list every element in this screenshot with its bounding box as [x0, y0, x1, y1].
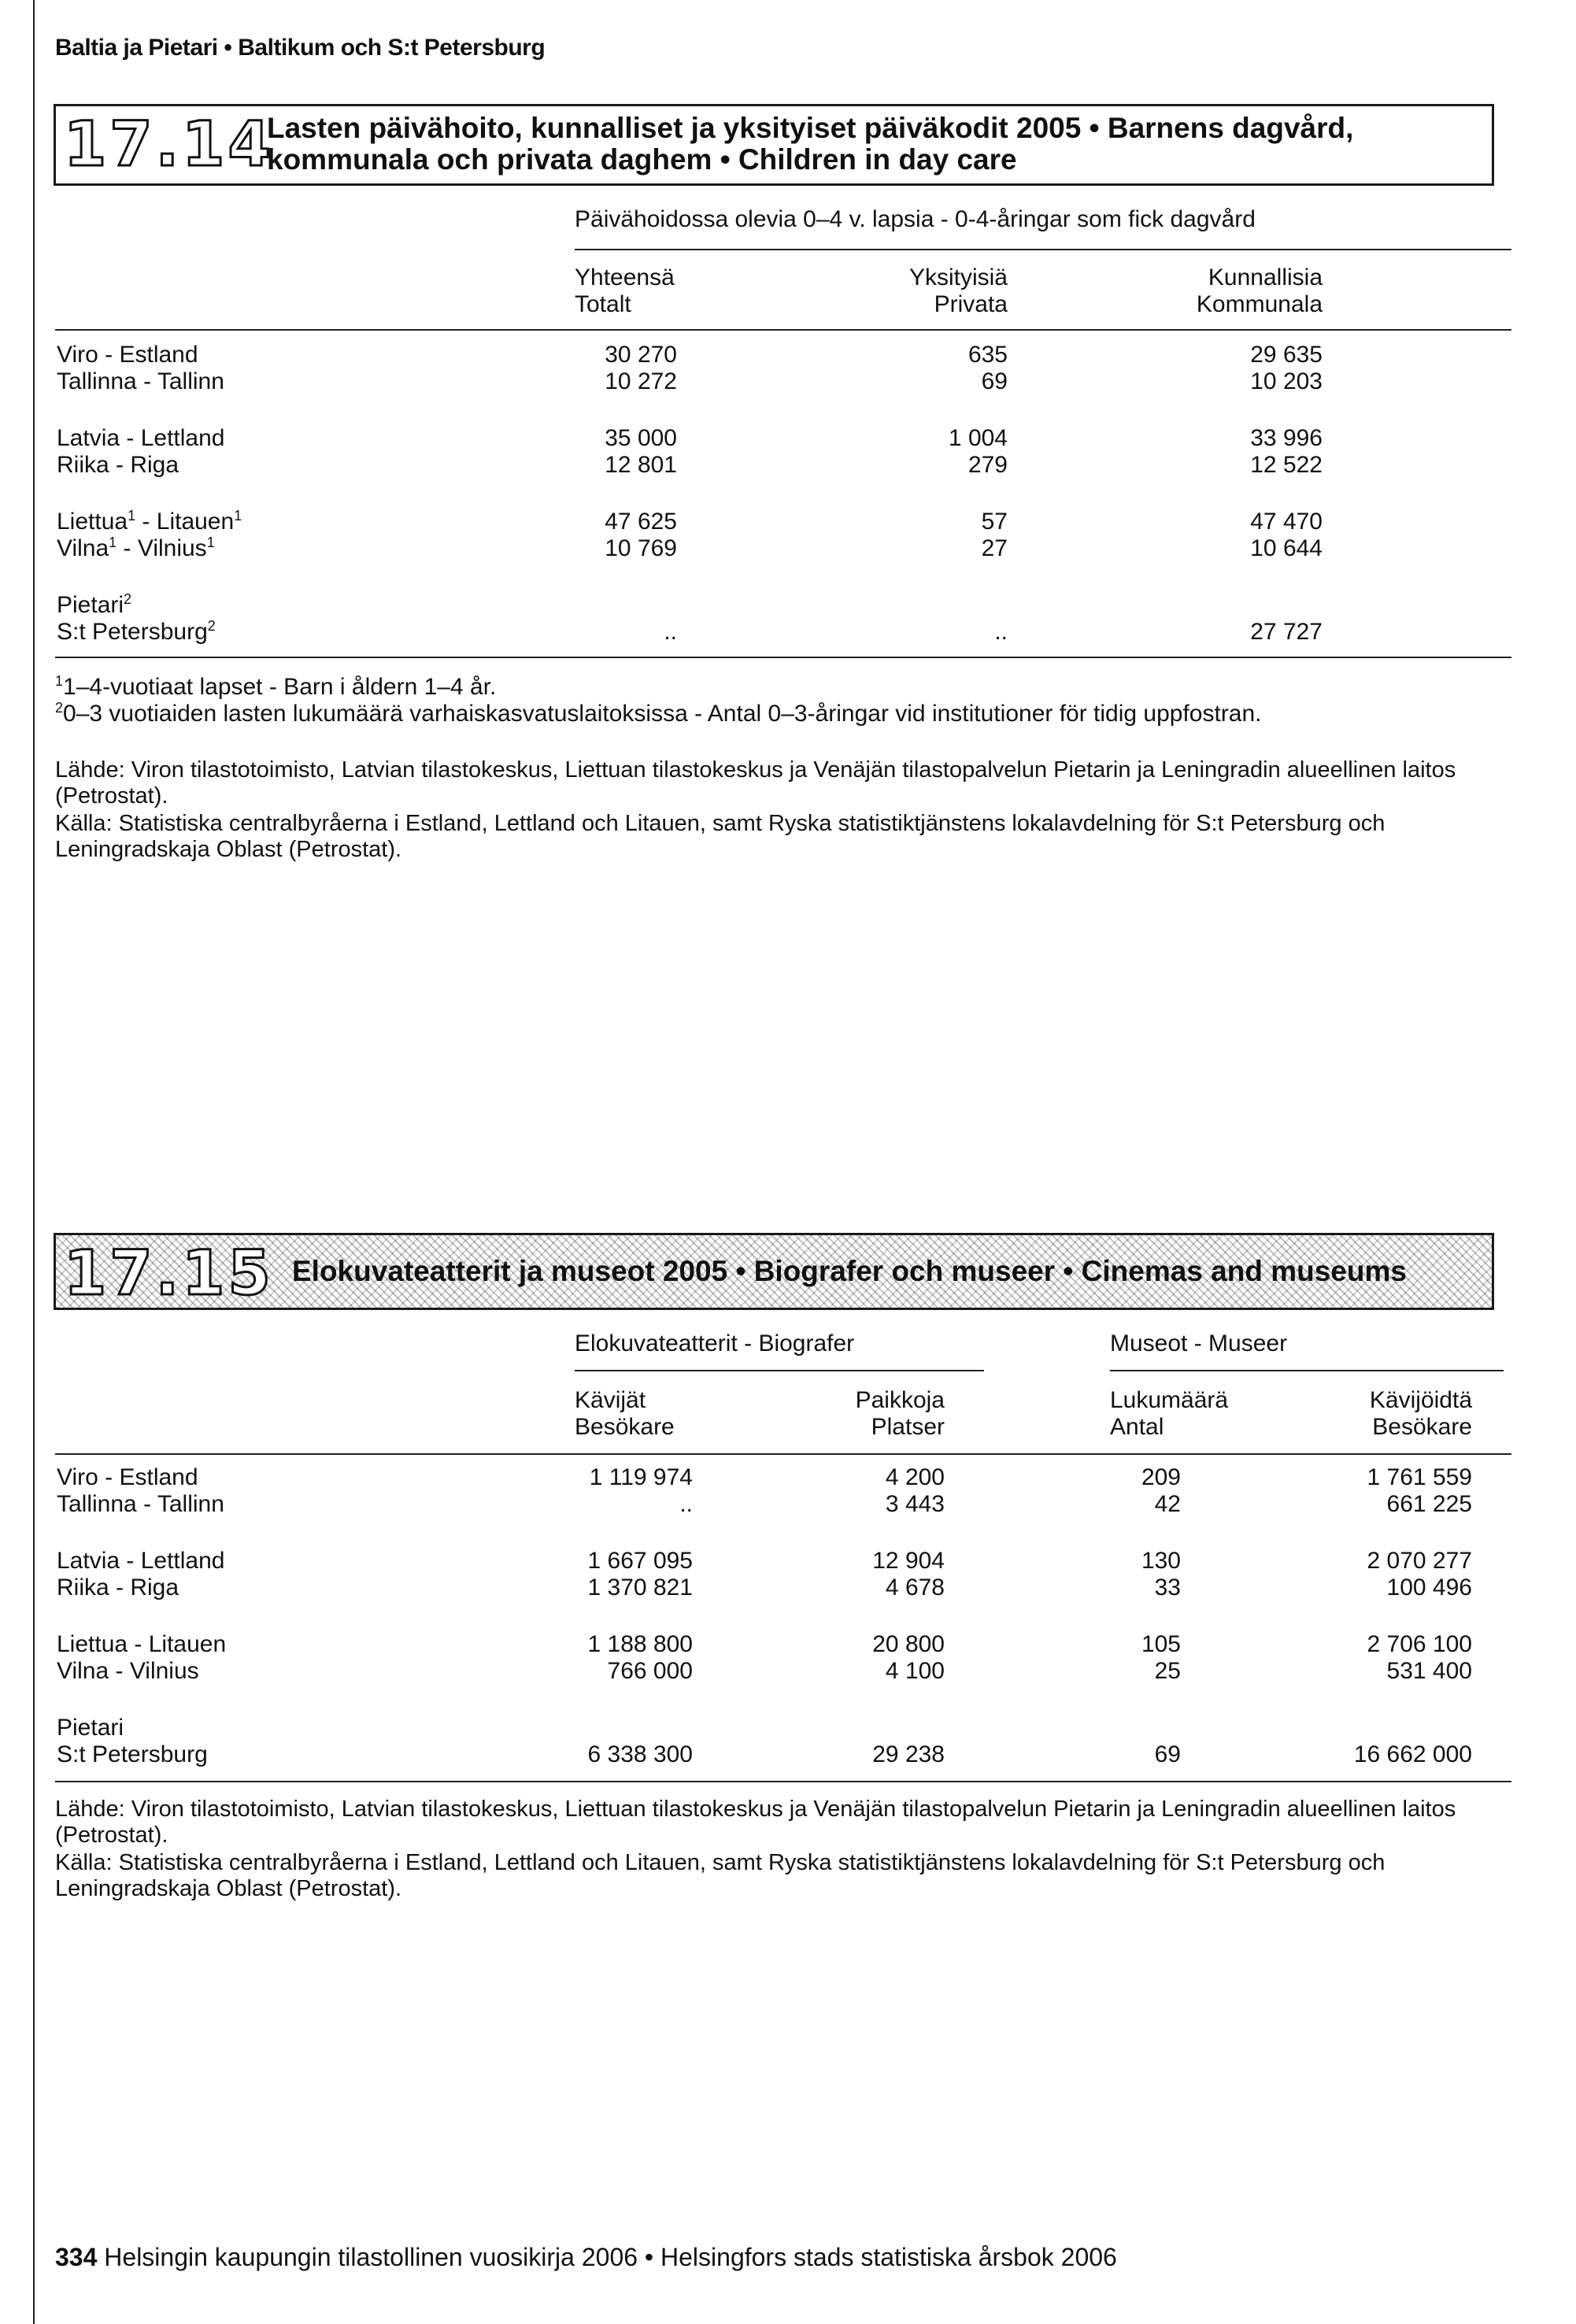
cell: 29 635 [1250, 342, 1323, 368]
cell: 10 769 [605, 535, 677, 561]
header-bottom-rule [55, 1453, 1511, 1455]
cell: 1 761 559 [1367, 1464, 1472, 1490]
cell: .. [664, 619, 677, 645]
cell: 2 070 277 [1367, 1548, 1472, 1574]
row-label: Tallinna - Tallinn [57, 368, 224, 394]
cell: 209 [1141, 1464, 1181, 1490]
table-title-line1: Lasten päivähoito, kunnalliset ja yksityiset päiväkodit 2005 • Barnens dagvård, [267, 112, 1354, 144]
cell: 1 667 095 [587, 1548, 693, 1574]
group-rule-cinemas [575, 1370, 984, 1371]
cell: 47 625 [605, 509, 677, 535]
source-sv: Källa: Statistiska centralbyråerna i Estland, Lettland och Litauen, samt Ryska statistiktjänstens lokalavdelning för S:t Petersburg och Leningradskaja Oblast (Petrostat). [55, 811, 1385, 862]
cell: 10 203 [1250, 368, 1323, 394]
footnote-1: $^1$1–4-vuotiaat lapset - Barn i åldern 1–4 år. [55, 673, 497, 700]
table-title: Elokuvateatterit ja museot 2005 • Biografer och museer • Cinemas and museums [292, 1255, 1407, 1287]
cell: 25 [1154, 1658, 1181, 1684]
cell: 35 000 [605, 425, 677, 451]
col-visitors-fi: Kävijät [575, 1387, 646, 1413]
cell: 12 522 [1250, 452, 1323, 478]
cell: 42 [1154, 1491, 1181, 1517]
cell: 4 100 [885, 1658, 945, 1684]
row-label: Pietari$^2$ [57, 591, 132, 618]
footnote-2: $^2$0–3 vuotiaiden lasten lukumäärä varhaiskasvatuslaitoksissa - Antal 0–3-åringar vid institutioner för tidig uppfostran. [55, 700, 1262, 727]
cell: 635 [967, 342, 1008, 368]
row-label: Pietari [57, 1715, 124, 1741]
row-label: Vilna - Vilnius [57, 1658, 199, 1684]
col-municipal-sv: Kommunala [1196, 291, 1323, 317]
group-rule-museums [1110, 1370, 1504, 1371]
cell: 4 678 [885, 1575, 945, 1601]
cell: 100 496 [1386, 1575, 1472, 1601]
cell: 33 [1154, 1575, 1181, 1601]
col-museum-visitors-sv: Besökare [1372, 1414, 1472, 1440]
running-head: Baltia ja Pietari • Baltikum och S:t Petersburg [55, 35, 546, 61]
cell: 12 904 [872, 1548, 945, 1574]
cell: 1 004 [948, 425, 1008, 451]
cell: 10 272 [605, 368, 677, 394]
group-museums: Museot - Museer [1110, 1330, 1288, 1356]
group-cinemas: Elokuvateatterit - Biografer [575, 1330, 855, 1356]
table-17-15-title-box [54, 1233, 1494, 1310]
header-rule [575, 249, 1511, 250]
row-label: Viro - Estland [57, 342, 198, 368]
col-seats-sv: Platser [871, 1414, 945, 1440]
col-count-fi: Lukumäärä [1110, 1387, 1229, 1413]
row-label: Liettua - Litauen [57, 1631, 227, 1657]
cell: 4 200 [885, 1464, 945, 1490]
table-number: 17.15 [64, 1238, 274, 1309]
cell: 30 270 [605, 342, 677, 368]
col-museum-visitors-fi: Kävijöidtä [1369, 1387, 1472, 1413]
col-private-fi: Yksityisiä [908, 265, 1008, 290]
cell: .. [994, 619, 1008, 645]
page-margin-rule [33, 0, 35, 2324]
cell: 1 188 800 [587, 1631, 693, 1657]
cell: 1 119 974 [589, 1464, 693, 1490]
cell: 531 400 [1386, 1658, 1472, 1684]
cell: 3 443 [885, 1491, 945, 1517]
cell: 29 238 [872, 1741, 945, 1767]
table-bottom-rule [55, 1781, 1511, 1782]
cell: 279 [967, 452, 1008, 478]
source-fi: Lähde: Viron tilastotoimisto, Latvian tilastokeskus, Liettuan tilastokeskus ja Venäjän tilastopalvelun Pietarin ja Leningradin alueellinen laitos (Petrostat). [55, 1797, 1456, 1848]
cell: 69 [981, 368, 1008, 394]
cell: 2 706 100 [1367, 1631, 1472, 1657]
cell: 57 [981, 509, 1008, 535]
cell: 12 801 [605, 452, 677, 478]
table-supertitle: Päivähoidossa olevia 0–4 v. lapsia - 0-4-åringar som fick dagvård [575, 206, 1256, 232]
cell: 130 [1141, 1548, 1181, 1574]
table-title-line2: kommunala och privata daghem • Children in day care [267, 143, 1017, 176]
col-total-sv: Totalt [575, 291, 631, 317]
cell: 27 727 [1250, 619, 1323, 645]
row-label: Viro - Estland [57, 1464, 198, 1490]
row-label: Tallinna - Tallinn [57, 1491, 224, 1517]
source-sv: Källa: Statistiska centralbyråerna i Estland, Lettland och Litauen, samt Ryska statistiktjänstens lokalavdelning för S:t Petersburg och Leningradskaja Oblast (Petrostat). [55, 1850, 1385, 1901]
col-private-sv: Privata [934, 291, 1008, 317]
cell: 661 225 [1386, 1491, 1472, 1517]
cell: 33 996 [1250, 425, 1323, 451]
cell: 27 [981, 535, 1008, 561]
cell: 47 470 [1250, 509, 1323, 535]
col-count-sv: Antal [1110, 1414, 1164, 1440]
cell: 105 [1141, 1631, 1181, 1657]
cell: .. [679, 1491, 693, 1517]
cell: 766 000 [607, 1658, 693, 1684]
col-municipal-fi: Kunnallisia [1208, 265, 1323, 290]
footer-text: Helsingin kaupungin tilastollinen vuosikirja 2006 • Helsingfors stads statistiska årsbok 2006 [104, 2243, 1117, 2271]
row-label: Latvia - Lettland [57, 425, 225, 451]
table-17-14-title-box [54, 104, 1494, 186]
col-total-fi: Yhteensä [575, 265, 675, 290]
cell: 69 [1154, 1741, 1181, 1767]
cell: 6 338 300 [587, 1741, 693, 1767]
page-footer [55, 2244, 1117, 2270]
cell: 20 800 [872, 1631, 945, 1657]
cell: 16 662 000 [1353, 1741, 1472, 1767]
row-label: Riika - Riga [57, 452, 179, 478]
col-visitors-sv: Besökare [575, 1414, 675, 1440]
row-label: Riika - Riga [57, 1575, 179, 1601]
cell: 1 370 821 [587, 1575, 693, 1601]
cell: 10 644 [1250, 535, 1323, 561]
source-fi: Lähde: Viron tilastotoimisto, Latvian tilastokeskus, Liettuan tilastokeskus ja Venäjän tilastopalvelun Pietarin ja Leningradin alueellinen laitos (Petrostat). [55, 757, 1456, 809]
row-label: Latvia - Lettland [57, 1548, 225, 1574]
row-label: S:t Petersburg$^2$ [57, 618, 216, 645]
header-bottom-rule [55, 329, 1511, 331]
row-label: Vilna$^1$ - Vilnius$^1$ [57, 535, 215, 561]
row-label: S:t Petersburg [57, 1741, 208, 1767]
row-label: Liettua$^1$ - Litauen$^1$ [57, 508, 242, 535]
table-bottom-rule [55, 657, 1511, 658]
table-number: 17.14 [64, 109, 274, 180]
page-number: 334 [55, 2243, 98, 2271]
col-seats-fi: Paikkoja [855, 1387, 945, 1413]
